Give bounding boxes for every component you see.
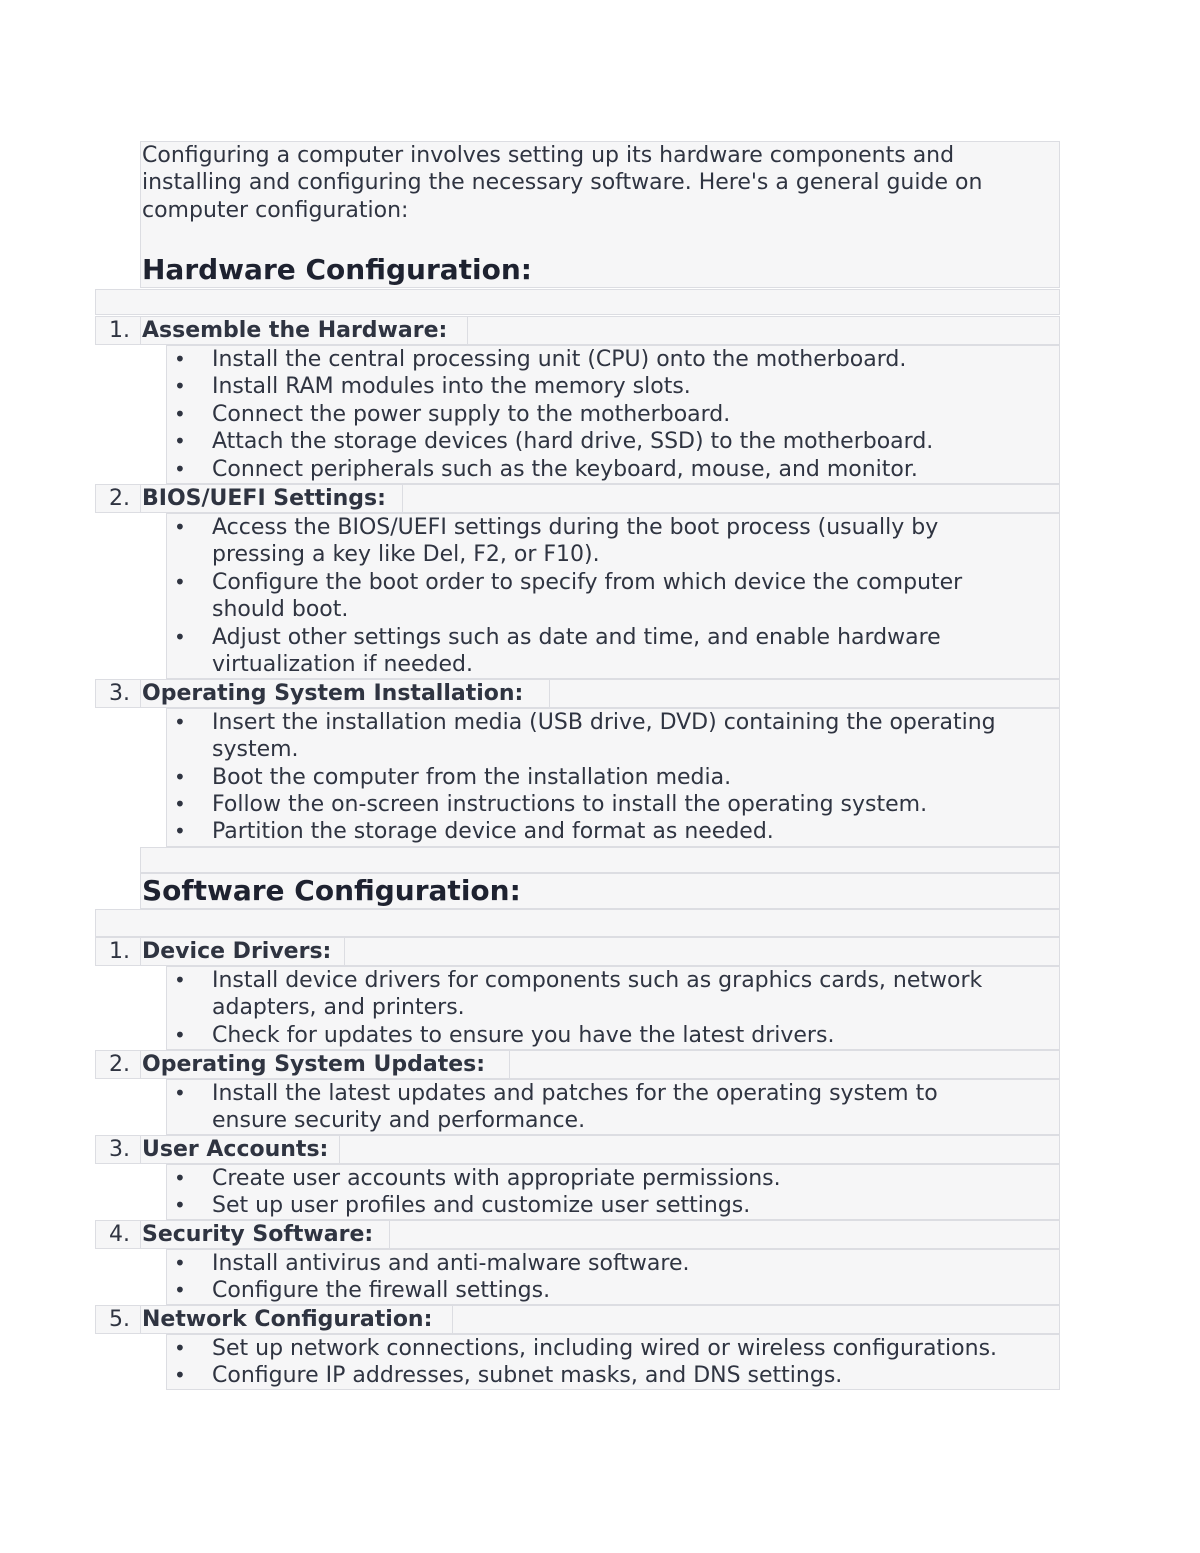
intro-line-1: Configuring a computer involves setting up its hardware components and [142,143,955,168]
bullet-icon: • [174,374,186,398]
hw-2-bullet-1-line-2: pressing a key like Del, F2, or F10). [212,542,600,567]
bullet-icon: • [174,457,186,481]
sw-5-bullet-2: Configure IP addresses, subnet masks, and DNS settings. [212,1363,843,1388]
sw-2-bullet-1-line-2: ensure security and performance. [212,1108,586,1133]
sw-item-1-title: Device Drivers: [142,939,332,964]
intro-line-2: installing and configuring the necessary software. Here's a general guide on [142,170,983,195]
bullet-icon: • [174,570,186,594]
bullet-icon: • [174,625,186,649]
bullet-icon: • [174,968,186,992]
bullet-icon: • [174,1336,186,1360]
hw-3-bullet-2: Boot the computer from the installation media. [212,765,732,790]
hw-item-3-title: Operating System Installation: [142,681,524,706]
hw-item-2-number: 2. [109,486,130,511]
bullet-icon: • [174,1363,186,1387]
sw-item-1-number: 1. [109,939,130,964]
sw-1-bullet-1-line-1: Install device drivers for components such as graphics cards, network [212,968,983,993]
sw-2-bullet-1-line-1: Install the latest updates and patches for the operating system to [212,1081,938,1106]
spacer [140,847,1060,873]
sw-3-bullet-2: Set up user profiles and customize user settings. [212,1193,751,1218]
bullet-icon: • [174,402,186,426]
bullet-icon: • [174,429,186,453]
hw-3-bullet-1-line-2: system. [212,737,299,762]
hw-item-2-title: BIOS/UEFI Settings: [142,486,386,511]
bullet-icon: • [174,1081,186,1105]
bullet-icon: • [174,1193,186,1217]
hw-item-1-number: 1. [109,318,130,343]
hw-3-bullet-1-line-1: Insert the installation media (USB drive, DVD) containing the operating [212,710,996,735]
sw-1-bullet-1-line-2: adapters, and printers. [212,995,465,1020]
bullet-icon: • [174,347,186,371]
hw-2-bullet-2-line-2: should boot. [212,597,349,622]
bullet-icon: • [174,1251,186,1275]
sw-item-4-number: 4. [109,1222,130,1247]
hw-1-bullet-2: Install RAM modules into the memory slots. [212,374,691,399]
sw-1-bullet-2: Check for updates to ensure you have the latest drivers. [212,1023,835,1048]
intro-line-3: computer configuration: [142,198,409,223]
spacer [95,289,1060,315]
hardware-heading: Hardware Configuration: [142,253,532,286]
hw-1-bullet-4: Attach the storage devices (hard drive, SSD) to the motherboard. [212,429,934,454]
sw-item-5-number: 5. [109,1307,130,1332]
sw-5-bullet-1: Set up network connections, including wired or wireless configurations. [212,1336,998,1361]
hw-2-bullet-3-line-1: Adjust other settings such as date and time, and enable hardware [212,625,941,650]
hw-1-bullet-1: Install the central processing unit (CPU) onto the motherboard. [212,347,907,372]
bullet-icon: • [174,792,186,816]
hw-2-bullet-1-line-1: Access the BIOS/UEFI settings during the boot process (usually by [212,515,939,540]
spacer [95,909,1060,937]
hw-item-1-title: Assemble the Hardware: [142,318,448,343]
sw-item-5-title: Network Configuration: [142,1307,433,1332]
hw-3-bullet-3: Follow the on-screen instructions to install the operating system. [212,792,928,817]
sw-3-bullet-1: Create user accounts with appropriate permissions. [212,1166,781,1191]
bullet-icon: • [174,710,186,734]
software-heading: Software Configuration: [142,874,521,907]
hw-2-bullet-3-line-2: virtualization if needed. [212,652,473,677]
bullet-icon: • [174,1023,186,1047]
bullet-icon: • [174,1166,186,1190]
bullet-icon: • [174,515,186,539]
sw-item-2-number: 2. [109,1052,130,1077]
sw-4-bullet-1: Install antivirus and anti-malware software. [212,1251,690,1276]
hw-2-bullet-2-line-1: Configure the boot order to specify from which device the computer [212,570,963,595]
sw-item-3-title: User Accounts: [142,1137,329,1162]
bullet-icon: • [174,765,186,789]
hw-3-bullet-4: Partition the storage device and format as needed. [212,819,774,844]
hw-1-bullet-5: Connect peripherals such as the keyboard, mouse, and monitor. [212,457,918,482]
bullet-icon: • [174,1278,186,1302]
hw-1-bullet-3: Connect the power supply to the motherboard. [212,402,731,427]
sw-4-bullet-2: Configure the firewall settings. [212,1278,551,1303]
sw-item-4-title: Security Software: [142,1222,374,1247]
bullet-icon: • [174,819,186,843]
sw-item-3-number: 3. [109,1137,130,1162]
hw-item-3-number: 3. [109,681,130,706]
sw-item-2-title: Operating System Updates: [142,1052,486,1077]
